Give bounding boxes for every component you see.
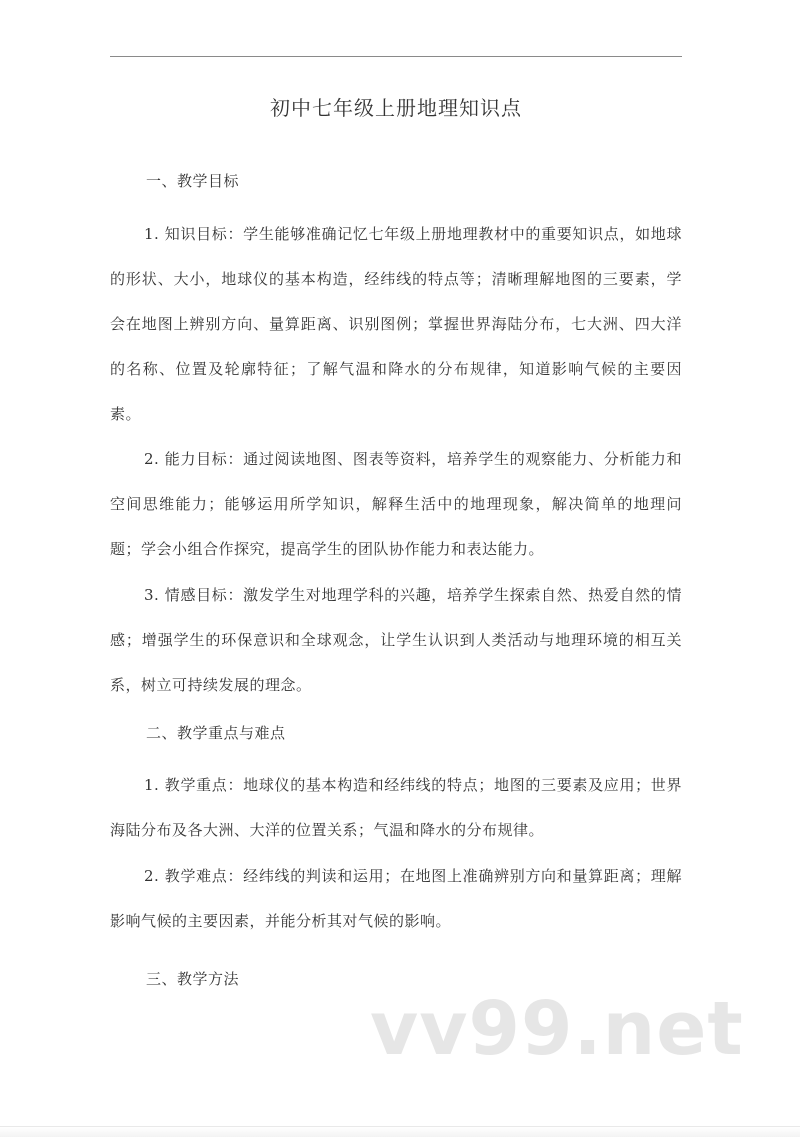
paragraph-knowledge-goal: 1. 知识目标：学生能够准确记忆七年级上册地理教材中的重要知识点，如地球的形状、大小，地球仪的基本构造，经纬线的特点等；清晰理解地图的三要素，学会在地图上辨别方向、量算距离、识别图例；掌握世界海陆分布，七大洲、四大洋的名称、位置及轮廓特征；了解气温和降水的分布规律，知道影响气候的主要因素。 — [110, 225, 682, 423]
paragraph-key-points: 1. 教学重点：地球仪的基本构造和经纬线的特点；地图的三要素及应用；世界海陆分布及各大洲、大洋的位置关系；气温和降水的分布规律。 — [110, 776, 682, 839]
paragraph-difficulties: 2. 教学难点：经纬线的判读和运用；在地图上准确辨别方向和量算距离；理解影响气候的主要因素，并能分析其对气候的影响。 — [110, 867, 682, 930]
document-title: 初中七年级上册地理知识点 — [270, 96, 522, 120]
section-heading-teaching-goals: 一、教学目标 — [146, 172, 240, 190]
paragraph-emotion-goal: 3. 情感目标：激发学生对地理学科的兴趣，培养学生探索自然、热爱自然的情感；增强学生的环保意识和全球观念，让学生认识到人类活动与地理环境的相互关系，树立可持续发展的理念。 — [110, 586, 682, 694]
page-bottom-edge — [0, 1126, 800, 1137]
section-heading-teaching-methods: 三、教学方法 — [146, 970, 240, 988]
watermark-logo: vv99.net — [370, 986, 744, 1072]
header-rule — [110, 56, 682, 57]
paragraph-ability-goal: 2. 能力目标：通过阅读地图、图表等资料，培养学生的观察能力、分析能力和空间思维能力；能够运用所学知识，解释生活中的地理现象，解决简单的地理问题；学会小组合作探究，提高学生的团队协作能力和表达能力。 — [110, 450, 682, 558]
section-heading-key-points: 二、教学重点与难点 — [146, 724, 286, 742]
